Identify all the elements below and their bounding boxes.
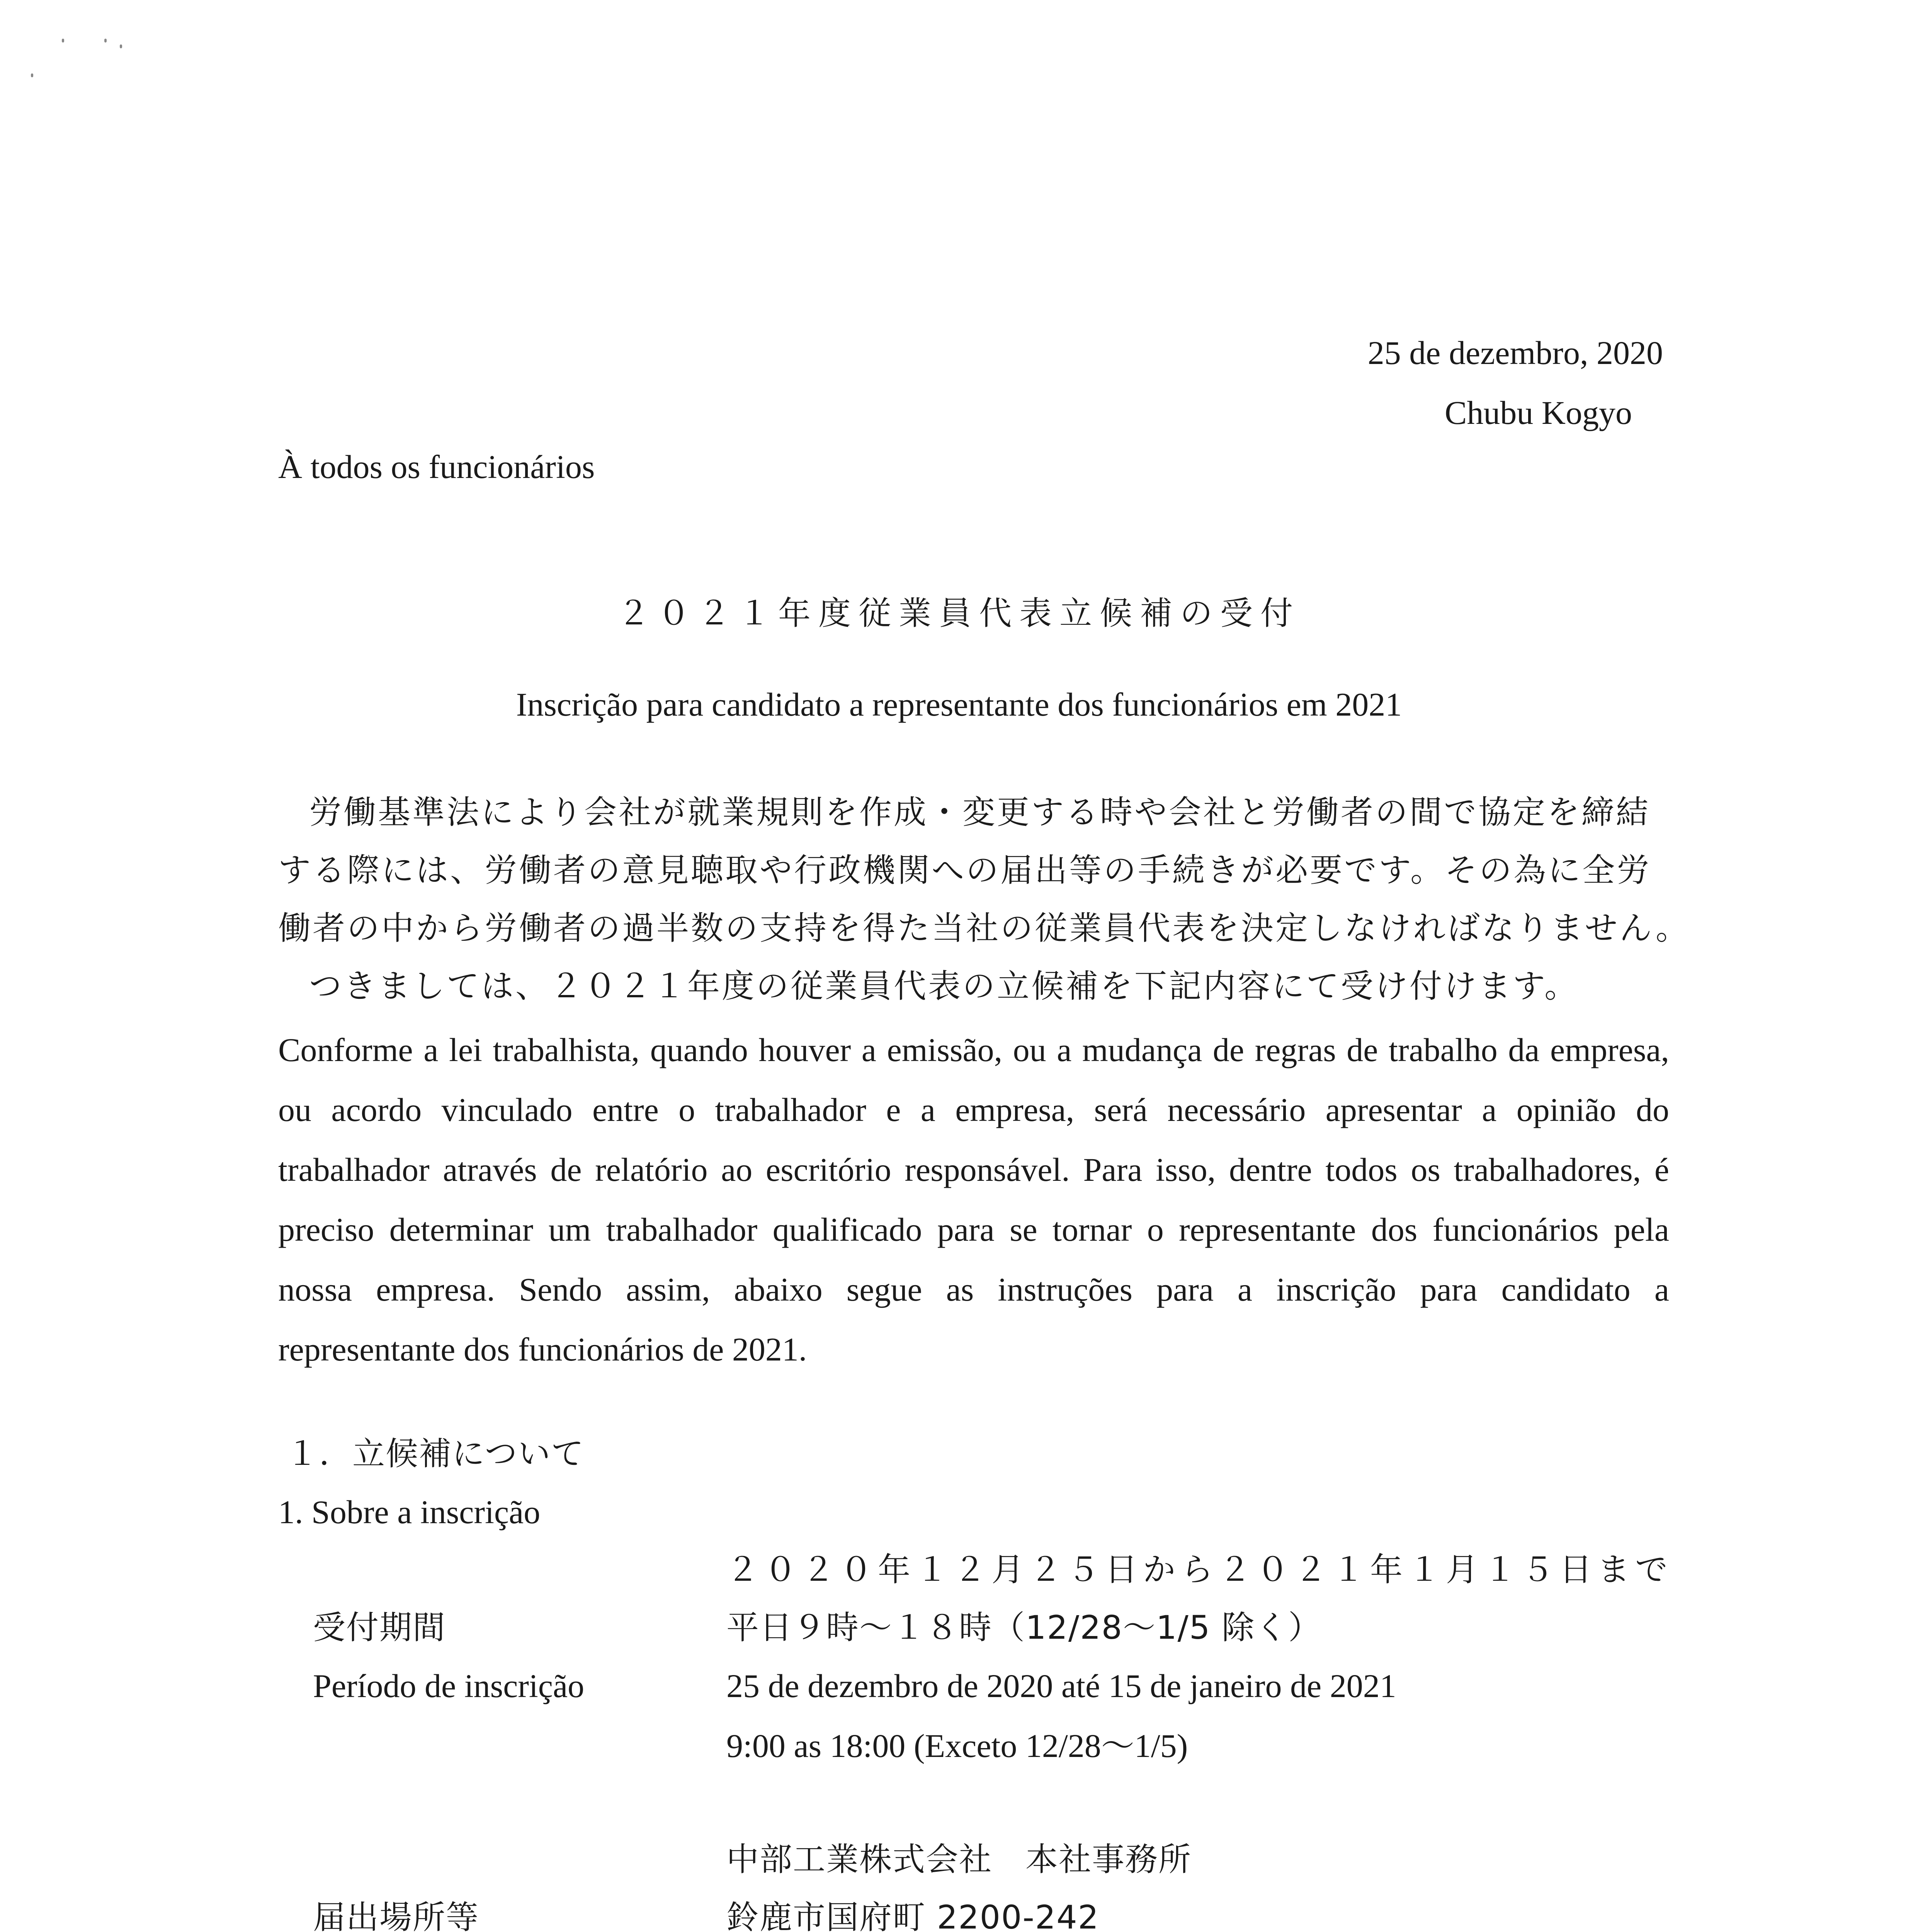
intro-pt-line: representante dos funcionários de 2021. — [278, 1331, 807, 1368]
location-label-jp: 届出場所等 — [313, 1898, 480, 1932]
intro-pt-line: nossa empresa. Sendo assim, abaixo segue as instruções para a inscrição para candidato a — [278, 1271, 1669, 1308]
addressee: À todos os funcionários — [278, 448, 595, 485]
intro-pt-line: ou acordo vinculado entre o trabalhador e a empresa, será necessário apresentar a opinião do — [278, 1091, 1669, 1128]
intro-pt-line: preciso determinar um trabalhador qualificado para se tornar o representante dos funcionários pela — [278, 1211, 1669, 1248]
scan-speck — [104, 39, 107, 43]
period-value-jp-2: 平日９時～１８時（12/28～1/5 除く） — [726, 1609, 1321, 1646]
period-label-pt: Período de inscrição — [313, 1667, 585, 1704]
intro-jp-line: する際には、労働者の意見聴取や行政機関への届出等の手続きが必要です。その為に全労 — [278, 851, 1651, 889]
title-pt: Inscrição para candidato a representante dos funcionários em 2021 — [516, 686, 1402, 723]
intro-jp-line: 労働基準法により会社が就業規則を作成・変更する時や会社と労働者の間で協定を締結 — [309, 793, 1651, 831]
period-label-jp: 受付期間 — [313, 1609, 446, 1646]
company-name: Chubu Kogyo — [1445, 394, 1632, 431]
scan-speck — [31, 73, 33, 77]
period-value-pt-1: 25 de dezembro de 2020 até 15 de janeiro de 2021 — [726, 1667, 1396, 1704]
intro-pt-line: Conforme a lei trabalhista, quando houver a emissão, ou a mudança de regras de trabalho da empresa, — [278, 1031, 1669, 1068]
scan-speck — [62, 39, 64, 43]
section1-heading-jp: １．立候補について — [286, 1435, 585, 1473]
intro-jp-line: 働者の中から労働者の過半数の支持を得た当社の従業員代表を決定しなければなりません。 — [278, 909, 1690, 947]
title-jp: ２０２１年度従業員代表立候補の受付 — [617, 594, 1301, 632]
scan-speck — [120, 44, 122, 48]
period-value-pt-2: 9:00 as 18:00 (Exceto 12/28～1/5) — [726, 1727, 1188, 1764]
location-value-jp-2: 鈴鹿市国府町 2200-242 — [726, 1898, 1100, 1932]
intro-jp-line: つきましては、２０２１年度の従業員代表の立候補を下記内容にて受け付けます。 — [309, 967, 1579, 1005]
location-value-jp-1: 中部工業株式会社 本社事務所 — [726, 1840, 1192, 1878]
intro-pt-line: trabalhador através de relatório ao escritório responsável. Para isso, dentre todos os trabalhadores, é — [278, 1151, 1669, 1188]
section1-heading-pt: 1. Sobre a inscrição — [278, 1493, 541, 1531]
period-value-jp-1: ２０２０年１２月２５日から２０２１年１月１５日まで — [726, 1551, 1673, 1588]
document-date: 25 de dezembro, 2020 — [1367, 334, 1663, 371]
